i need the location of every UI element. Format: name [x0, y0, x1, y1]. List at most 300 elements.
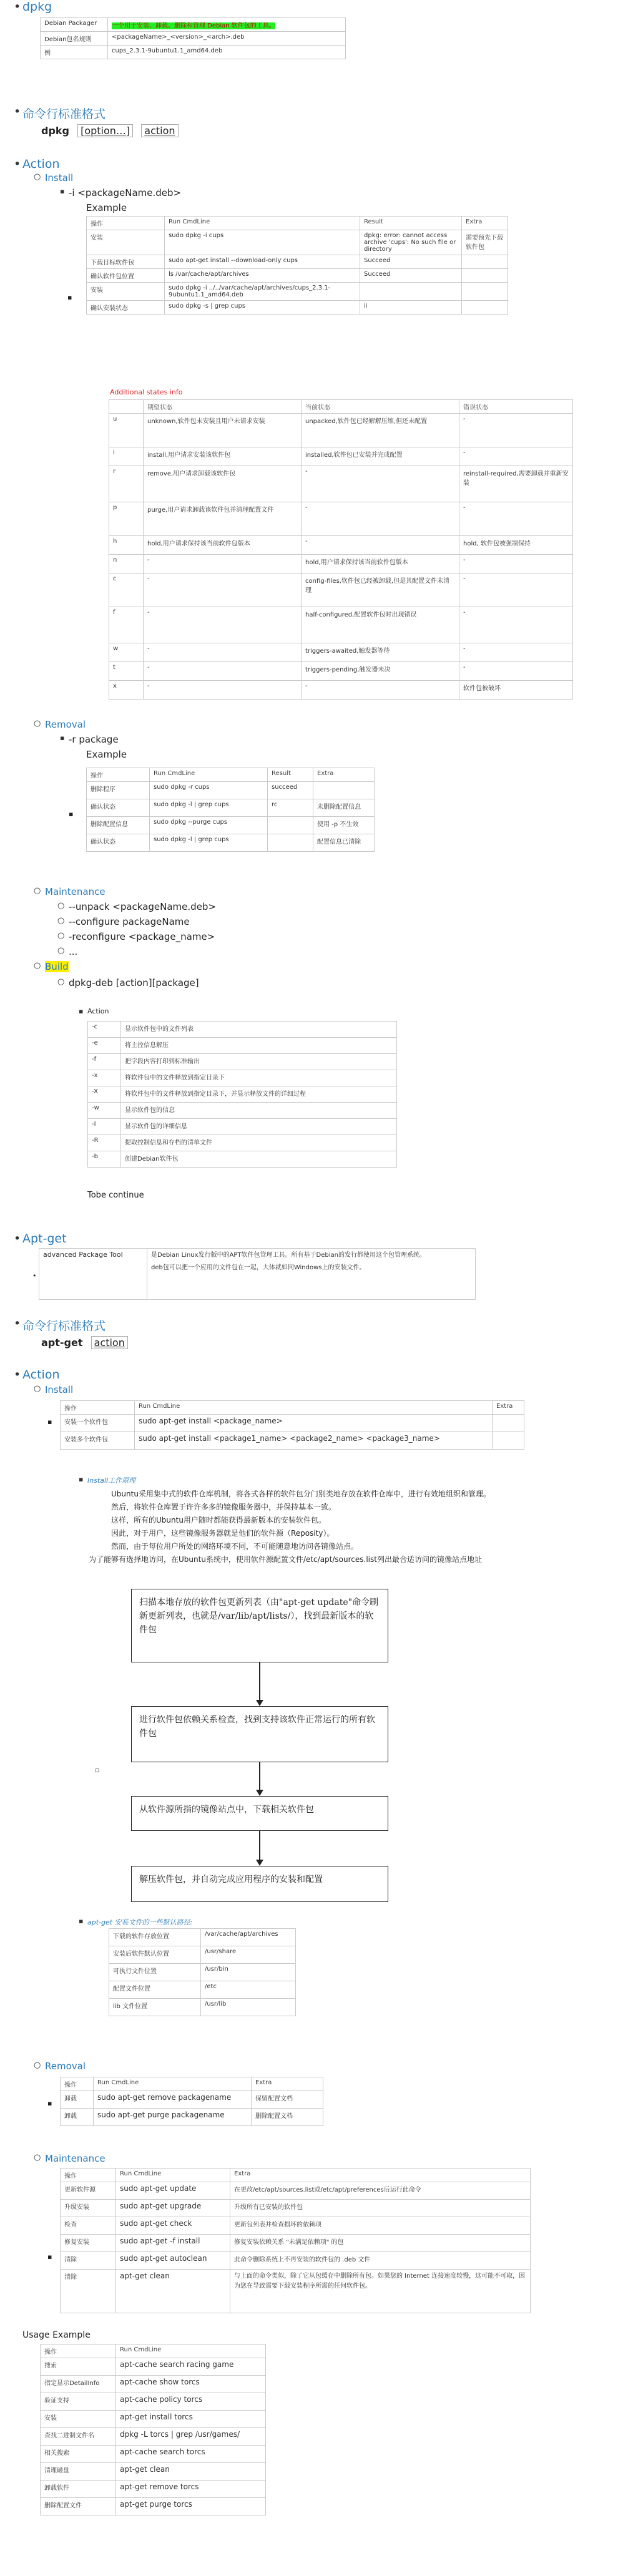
table-cell: 配置信息已清除 — [313, 834, 375, 852]
flow-arrow-head — [256, 1860, 263, 1866]
bullet-mark: ▪ — [47, 2253, 52, 2261]
table-cell: 相关搜索 — [41, 2446, 116, 2463]
list-item: ○ --configure packageName — [69, 916, 190, 927]
table-cell: sudo apt-get upgrade — [116, 2200, 230, 2217]
example-label: Example — [86, 202, 127, 213]
table-cell: sudo dpkg -l | grep cups — [150, 834, 268, 852]
dpkg-removal-table — [86, 768, 375, 852]
table-cell: sudo dpkg -i cups — [165, 230, 360, 255]
table-row — [109, 536, 573, 555]
table-cell: - — [459, 447, 573, 466]
table-cell: triggers-awaited,触发器等待 — [302, 643, 459, 662]
table-row — [39, 1249, 476, 1300]
table-header: 操作 — [41, 2344, 116, 2358]
table-cell: - — [144, 573, 302, 607]
table-cell: reinstall-required,需要卸载并重新安装 — [459, 466, 573, 502]
table-row — [109, 466, 573, 502]
table-cell: installed,软件包已安装并完成配置 — [302, 447, 459, 466]
table-cell: - — [459, 414, 573, 447]
table-header: 操作 — [61, 2077, 94, 2091]
table-header: Run CmdLine — [116, 2169, 230, 2182]
table-cell: sudo dpkg -i ../../var/cache/apt/archives/cups_2.3.1-9ubuntu1.1_amd64.deb — [165, 283, 360, 301]
bullet-mark: ▪ — [47, 1418, 52, 1426]
table-row — [109, 662, 573, 681]
table-cell: 删除配置文档 — [252, 2109, 323, 2126]
table-cell: - — [459, 643, 573, 662]
table-cell: apt-get remove torcs — [116, 2481, 266, 2498]
table-cell: apt-cache policy torcs — [116, 2393, 266, 2411]
table-cell: sudo apt-get autoclean — [116, 2252, 230, 2270]
table-cell: 需要预先下载软件包 — [462, 230, 508, 255]
table-cell: rc — [268, 799, 313, 817]
table-cell: -x — [88, 1070, 121, 1086]
table-cell: 使用 -p 不生效 — [313, 817, 375, 834]
table-cell: i — [109, 447, 144, 466]
bullet-mark: ▪ — [47, 2099, 52, 2107]
usage-table — [40, 2344, 266, 2515]
table-cell: - — [144, 681, 302, 700]
flow-arrow-head — [256, 1790, 263, 1796]
flow-step-4: 解压软件包，并自动完成应用程序的安装和配置 — [131, 1866, 388, 1902]
table-cell: - — [459, 607, 573, 643]
table-cell: n — [109, 555, 144, 573]
table-cell: apt-get install torcs — [116, 2411, 266, 2428]
table-row — [41, 2498, 266, 2515]
table-cell: sudo apt-get install --download-only cups — [165, 255, 360, 269]
table-cell: 卸载软件 — [41, 2481, 116, 2498]
table-row — [109, 607, 573, 643]
table-cell: 删除程序 — [87, 782, 150, 799]
table-cell — [313, 782, 375, 799]
table-header: Run CmdLine — [165, 217, 360, 230]
table-cell: 显示软件包中的文件列表 — [121, 1022, 397, 1038]
table-row — [109, 573, 573, 607]
table-cell — [147, 1249, 476, 1300]
table-cell — [493, 1415, 524, 1432]
table-cell: 删除配置信息 — [87, 817, 150, 834]
table-cell: 把字段内容打印到标准输出 — [121, 1054, 397, 1070]
table-row — [61, 1415, 524, 1432]
table-cell: unpacked,软件包已经解解压缩,但还未配置 — [302, 414, 459, 447]
table-row — [88, 1022, 397, 1038]
table-row — [61, 2235, 531, 2252]
table-cell: p — [109, 502, 144, 536]
table-cell — [462, 301, 508, 315]
table-row — [61, 2270, 531, 2313]
table-cell: Succeed — [360, 269, 462, 283]
bullet-mark: ▪ — [67, 293, 72, 301]
bullet-mark: ▫ — [95, 1766, 100, 1774]
table-row — [87, 283, 508, 301]
table-header: 错误状态 — [459, 400, 573, 414]
aptget-maint-heading: ○ Maintenance — [45, 2153, 105, 2164]
dpkg-info-table — [40, 17, 346, 59]
build-action-label: ▪ Action — [87, 1007, 109, 1015]
table-cell: /usr/share — [201, 1946, 296, 1964]
table-cell: half-configured,配置软件包时出现错误 — [302, 607, 459, 643]
table-row — [61, 2217, 531, 2235]
table-cell: /etc — [201, 1981, 296, 1999]
flow-step-3: 从软件源所指的镜像站点中，下载相关软件包 — [131, 1796, 388, 1831]
tobe-continue: Tobe continue — [87, 1191, 144, 1200]
table-cell: 与上面的命令类似，除了它从包缓存中删除所有包。如果您的 Internet 连接速度较慢，这可能不可取，因为您在导致需要下载安装程序所需的任何软件包。 — [230, 2270, 531, 2313]
table-header: Run CmdLine — [150, 768, 268, 782]
adv-text-2: deb包可以把一个应用的文件包在一起，大体就如同Windows上的安装文件。 — [151, 1264, 366, 1271]
aptget-cmd-format — [41, 1337, 128, 1349]
flow-step-2: 进行软件包依赖关系检查，找到支持该软件正常运行的所有软件包 — [131, 1706, 388, 1762]
table-row — [109, 555, 573, 573]
table-cell: unknown,软件包未安装且用户未请求安装 — [144, 414, 302, 447]
table-row — [109, 1999, 296, 2016]
table-cell: 未删除配置信息 — [313, 799, 375, 817]
table-header: Run CmdLine — [116, 2344, 266, 2358]
table-cell: 安装 — [41, 2411, 116, 2428]
bullet-mark: • — [32, 1272, 37, 1280]
table-cell: 安装 — [87, 230, 165, 255]
aptget-cmd-heading: • 命令行标准格式 — [22, 1317, 105, 1334]
table-header: Extra — [252, 2077, 323, 2091]
table-cell: sudo apt-get -f install — [116, 2235, 230, 2252]
table-cell: -X — [88, 1086, 121, 1103]
table-cell: apt-get clean — [116, 2463, 266, 2481]
table-cell: hold, 软件包被强制保持 — [459, 536, 573, 555]
table-cell: Debian Packager — [41, 18, 108, 32]
table-cell: 创建Debian软件包 — [121, 1151, 397, 1168]
list-item: ○ -reconfigure <package_name> — [69, 931, 215, 942]
table-cell: config-files,软件包已经被卸载,但是其配置文件未清理 — [302, 573, 459, 607]
table-cell — [462, 269, 508, 283]
table-cell: cups_2.3.1-9ubuntu1.1_amd64.deb — [108, 46, 346, 59]
table-row — [41, 2376, 266, 2393]
table-cell: 卸载 — [61, 2091, 94, 2109]
dpkg-cmd-format — [41, 125, 179, 137]
table-row — [88, 1086, 397, 1103]
cmd-option: [option…] — [77, 124, 133, 137]
table-cell: 更新软件源 — [61, 2182, 116, 2200]
principle-text — [89, 1488, 598, 1566]
table-cell: ii — [360, 301, 462, 315]
aptget-action-heading: • Action — [22, 1368, 60, 1382]
table-cell: 升级安装 — [61, 2200, 116, 2217]
table-row — [61, 2091, 323, 2109]
cmd-action: action — [141, 124, 178, 137]
table-cell: 在更改/etc/apt/sources.list或/etc/apt/preferences后运行此命令 — [230, 2182, 531, 2200]
table-row — [109, 1981, 296, 1999]
table-cell: 将主控信息解压 — [121, 1038, 397, 1054]
table-cell: advanced Package Tool — [39, 1249, 147, 1300]
table-cell: purge,用户请求卸载该软件包并清理配置文件 — [144, 502, 302, 536]
table-cell: 更新包列表并检查损坏的依赖项 — [230, 2217, 531, 2235]
table-cell: 确认状态 — [87, 799, 150, 817]
table-cell: sudo apt-get check — [116, 2217, 230, 2235]
table-cell — [462, 283, 508, 301]
table-row — [41, 2481, 266, 2498]
table-row — [109, 414, 573, 447]
cmd-name: dpkg — [41, 125, 69, 137]
flow-arrow-head — [256, 1700, 263, 1706]
aptget-info-table — [39, 1248, 476, 1300]
table-cell: 修复安装依赖关系 "未满足依赖项" 的包 — [230, 2235, 531, 2252]
table-cell: hold,用户请求保持该当前软件包版本 — [302, 555, 459, 573]
table-row — [41, 2446, 266, 2463]
table-row — [88, 1038, 397, 1054]
table-cell: 显示软件包的详细信息 — [121, 1119, 397, 1135]
table-cell: apt-cache search torcs — [116, 2446, 266, 2463]
principle-line: Ubuntu采用集中式的软件仓库机制，将各式各样的软件包分门别类地存放在软件仓库中，进行有效地组织和管理。 — [111, 1490, 491, 1498]
table-header: Extra — [462, 217, 508, 230]
dpkg-install-table — [86, 216, 508, 315]
table-cell: u — [109, 414, 144, 447]
table-cell: sudo apt-get remove packagename — [94, 2091, 252, 2109]
principle-line: 这样，所有的Ubuntu用户随时都能获得最新版本的安装软件包。 — [111, 1516, 326, 1525]
table-header: 操作 — [61, 2169, 116, 2182]
table-cell: w — [109, 643, 144, 662]
paths-table — [109, 1928, 296, 2016]
table-cell: 确认状态 — [87, 834, 150, 852]
table-cell: sudo apt-get install <package1_name> <package2_name> <package3_name> — [135, 1432, 493, 1450]
table-row — [88, 1119, 397, 1135]
table-header — [109, 400, 144, 414]
table-header: Result — [360, 217, 462, 230]
table-row — [61, 2200, 531, 2217]
table-cell: - — [144, 607, 302, 643]
table-cell: c — [109, 573, 144, 607]
table-row — [61, 1432, 524, 1450]
aptget-heading: • Apt-get — [22, 1232, 67, 1246]
table-cell: 指定显示DetailInfo — [41, 2376, 116, 2393]
dpkg-build-cmd: ○ dpkg-deb [action][package] — [69, 977, 199, 988]
table-cell: dpkg -L torcs | grep /usr/games/ — [116, 2428, 266, 2446]
table-cell: sudo dpkg -r cups — [150, 782, 268, 799]
table-header: 操作 — [87, 768, 150, 782]
table-row — [109, 643, 573, 662]
dpkg-heading: • dpkg — [22, 0, 52, 14]
table-cell: 配置文件位置 — [109, 1981, 201, 1999]
table-row — [109, 681, 573, 700]
table-row — [109, 502, 573, 536]
table-cell: 验证支持 — [41, 2393, 116, 2411]
table-cell: sudo apt-get purge packagename — [94, 2109, 252, 2126]
aptget-install-table — [60, 1400, 524, 1450]
bullet-mark: ▪ — [69, 810, 74, 818]
table-cell: sudo dpkg -l | grep cups — [150, 799, 268, 817]
table-cell: sudo apt-get install <package_name> — [135, 1415, 493, 1432]
flow-arrow — [259, 1831, 260, 1861]
adv-text-1: 是Debian Linux发行版中的APT软件包管理工具。所有基于Debian的发行都使用这个包管理系统。 — [151, 1252, 426, 1259]
table-cell: -I — [88, 1119, 121, 1135]
table-cell: ls /var/cache/apt/archives — [165, 269, 360, 283]
table-cell: -c — [88, 1022, 121, 1038]
table-cell: 修复安装 — [61, 2235, 116, 2252]
table-cell: succeed — [268, 782, 313, 799]
dpkg-action-heading: • Action — [22, 157, 60, 171]
table-cell: 将软件包中的文件释放到指定目录下 — [121, 1070, 397, 1086]
table-cell: h — [109, 536, 144, 555]
table-cell: 可执行文件位置 — [109, 1964, 201, 1981]
table-header: 操作 — [61, 1401, 135, 1415]
table-cell: 卸载 — [61, 2109, 94, 2126]
table-row — [88, 1103, 397, 1119]
table-cell — [493, 1432, 524, 1450]
table-cell: - — [302, 536, 459, 555]
table-cell: install,用户请求安装该软件包 — [144, 447, 302, 466]
table-cell: Succeed — [360, 255, 462, 269]
table-row — [88, 1054, 397, 1070]
table-cell: - — [144, 643, 302, 662]
cmd-name: apt-get — [41, 1337, 83, 1349]
table-header: Run CmdLine — [135, 1401, 493, 1415]
table-row — [109, 1929, 296, 1946]
table-header: 期望状态 — [144, 400, 302, 414]
table-cell — [268, 817, 313, 834]
table-cell: -w — [88, 1103, 121, 1119]
table-cell: apt-get purge torcs — [116, 2498, 266, 2515]
table-cell: - — [459, 573, 573, 607]
table-cell: 将软件包中的文件释放到指定目录下，并显示释放文件的详细过程 — [121, 1086, 397, 1103]
table-cell: x — [109, 681, 144, 700]
principle-line: 为了能够有选择地访问，在Ubuntu系统中，使用软件源配置文件/etc/apt/sources.list列出最合适访问的镜像站点地址 — [89, 1555, 482, 1564]
table-row — [87, 255, 508, 269]
table-cell: apt-cache search racing game — [116, 2358, 266, 2376]
dpkg-cmd-heading: • 命令行标准格式 — [22, 105, 105, 122]
dpkg-install-heading: ○ Install — [45, 172, 73, 183]
table-cell: hold,用户请求保持该当前软件包版本 — [144, 536, 302, 555]
table-row — [87, 817, 375, 834]
table-cell: 升级所有已安装的软件包 — [230, 2200, 531, 2217]
table-cell: 保留配置文档 — [252, 2091, 323, 2109]
table-cell: 检查 — [61, 2217, 116, 2235]
table-cell: 删除配置文件 — [41, 2498, 116, 2515]
table-cell: 清理磁盘 — [41, 2463, 116, 2481]
table-cell: 安装 — [87, 283, 165, 301]
build-table — [87, 1021, 397, 1168]
table-row — [87, 301, 508, 315]
cmd-action: action — [91, 1336, 128, 1349]
table-cell: - — [302, 681, 459, 700]
principle-line: 然而，由于每位用户所处的网络环境不同，不可能随意地访问各镜像站点。 — [111, 1542, 359, 1551]
flow-arrow — [259, 1662, 260, 1701]
table-cell: - — [459, 662, 573, 681]
table-cell: 此命令删除系统上不再安装的软件包的 .deb 文件 — [230, 2252, 531, 2270]
table-cell: 确认安装状态 — [87, 301, 165, 315]
table-header: Run CmdLine — [94, 2077, 252, 2091]
states-table — [109, 399, 573, 700]
flow-step-1: 扫描本地存放的软件包更新列表（由"apt-get update"命令刷新更新列表，也就是/var/lib/apt/lists/），找到最新版本的软件包 — [131, 1589, 388, 1662]
table-cell: 安装多个软件包 — [61, 1432, 135, 1450]
table-row — [61, 2252, 531, 2270]
dpkg-removal-heading: ○ Removal — [45, 719, 86, 730]
table-cell: - — [144, 555, 302, 573]
table-cell: - — [459, 502, 573, 536]
table-cell: triggers-pending,触发器未决 — [302, 662, 459, 681]
table-row — [88, 1070, 397, 1086]
table-cell: -R — [88, 1135, 121, 1151]
table-cell: sudo apt-get update — [116, 2182, 230, 2200]
table-row — [109, 1964, 296, 1981]
table-cell: 清除 — [61, 2270, 116, 2313]
table-cell — [268, 834, 313, 852]
table-cell: apt-cache show torcs — [116, 2376, 266, 2393]
table-cell: 提取控制信息和存档的清单文件 — [121, 1135, 397, 1151]
table-header: Extra — [313, 768, 375, 782]
table-cell: r — [109, 466, 144, 502]
list-item: ○ ... — [69, 946, 77, 957]
dpkg-install-cmd: ▪ -i <packageName.deb> — [69, 187, 181, 198]
table-header: Extra — [230, 2169, 531, 2182]
table-cell — [360, 283, 462, 301]
table-header: Extra — [493, 1401, 524, 1415]
table-row — [88, 1135, 397, 1151]
table-row — [109, 1946, 296, 1964]
table-cell: -e — [88, 1038, 121, 1054]
table-cell: 查找二进制文件名 — [41, 2428, 116, 2446]
table-cell: apt-get clean — [116, 2270, 230, 2313]
table-cell: /var/cache/apt/archives — [201, 1929, 296, 1946]
aptget-removal-heading: ○ Removal — [45, 2061, 86, 2072]
table-cell: 一个用于安装、卸载、删除和管理 Debian 软件包的工具。 — [108, 18, 346, 32]
table-row — [87, 799, 375, 817]
table-cell: sudo dpkg -s | grep cups — [165, 301, 360, 315]
table-cell — [462, 255, 508, 269]
table-cell: t — [109, 662, 144, 681]
example-label: Example — [86, 749, 127, 760]
dpkg-build-heading: ○ Build — [45, 961, 69, 972]
table-cell: 例 — [41, 46, 108, 59]
table-row — [109, 447, 573, 466]
table-cell: -f — [88, 1054, 121, 1070]
table-cell: f — [109, 607, 144, 643]
aptget-removal-table — [60, 2077, 323, 2126]
table-header: Result — [268, 768, 313, 782]
table-cell: - — [302, 466, 459, 502]
table-cell: 显示软件包的信息 — [121, 1103, 397, 1119]
dpkg-maint-heading: ○ Maintenance — [45, 886, 105, 897]
table-row — [41, 2358, 266, 2376]
table-cell: 下载的软件存放位置 — [109, 1929, 201, 1946]
table-cell: dpkg: error: cannot access archive 'cups': No such file or directory — [360, 230, 462, 255]
table-cell: - — [144, 662, 302, 681]
table-row — [41, 2428, 266, 2446]
table-cell: - — [302, 502, 459, 536]
table-cell: 软件包被破坏 — [459, 681, 573, 700]
table-row — [87, 269, 508, 283]
principle-title: ▪ Install工作原理 — [87, 1475, 135, 1485]
states-title: Additional states info — [110, 388, 183, 396]
dpkg-removal-cmd: ▪ -r package — [69, 734, 119, 745]
table-cell: Debian包名规则 — [41, 32, 108, 46]
paths-title: ▪ apt-get 安装文件的一些默认路径: — [87, 1917, 192, 1927]
table-cell: 搜索 — [41, 2358, 116, 2376]
table-cell: /usr/lib — [201, 1999, 296, 2016]
aptget-install-heading: ○ Install — [45, 1384, 73, 1395]
table-row — [61, 2109, 323, 2126]
table-row — [88, 1151, 397, 1168]
table-cell: lib 文件位置 — [109, 1999, 201, 2016]
table-row — [61, 2182, 531, 2200]
table-cell: <packageName>_<version>_<arch>.deb — [108, 32, 346, 46]
table-cell: remove,用户请求卸载该软件包 — [144, 466, 302, 502]
principle-line: 因此，对于用户，这些镜像服务器就是他们的软件源（Reposity）。 — [111, 1529, 335, 1538]
table-cell: 安装一个软件包 — [61, 1415, 135, 1432]
table-row — [87, 230, 508, 255]
aptget-maint-table — [60, 2168, 531, 2313]
table-row — [87, 782, 375, 799]
table-cell: sudo dpkg --purge cups — [150, 817, 268, 834]
table-row — [41, 2393, 266, 2411]
table-row — [41, 2411, 266, 2428]
table-cell: /usr/bin — [201, 1964, 296, 1981]
flow-arrow — [259, 1762, 260, 1791]
